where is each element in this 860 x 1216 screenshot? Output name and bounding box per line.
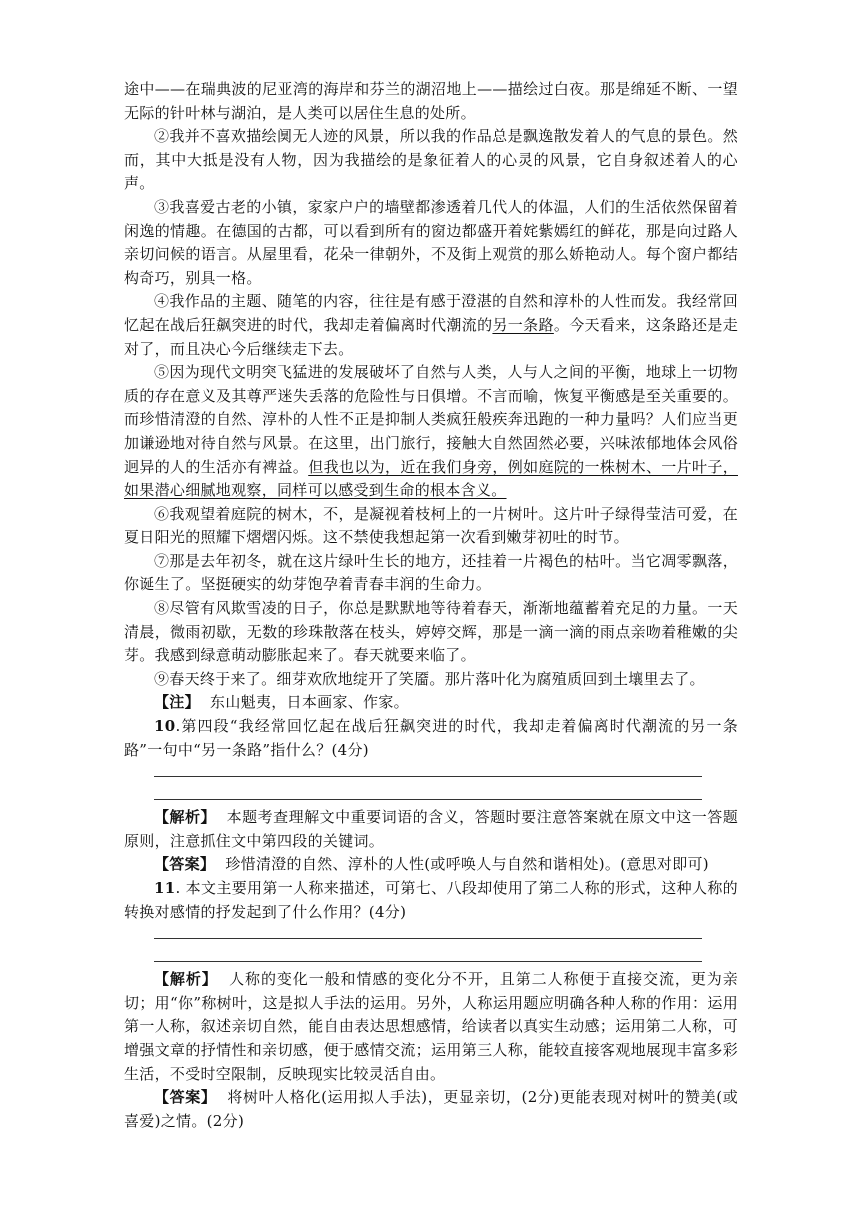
paragraph-6: ⑥我观望着庭院的树木，不，是凝视着枝柯上的一片树叶。这片叶子绿得莹洁可爱，在夏日阳光的照耀下熠熠闪烁。这不禁使我想起第一次看到嫩芽初吐的时节。 [124,504,738,547]
analysis-label: 【解析】 [154,808,217,827]
paragraph-9: ⑨春天终于来了。细芽欢欣地绽开了笑靥。那片落叶化为腐殖质回到土壤里去了。 [154,669,705,688]
question-11-analysis [124,968,738,1086]
note-text: 东山魁夷，日本画家、作家。 [210,693,409,712]
paragraph-7: ⑦那是去年初冬，就在这片绿叶生长的地方，还挂着一片褐色的枯叶。当它凋零飘落，你诞生了。坚挺硬实的幼芽饱孕着青春丰润的生命力。 [124,551,738,594]
paragraph-5 [124,361,738,503]
document-page [124,78,738,1133]
answer-text: 珍惜清澄的自然、淳朴的人性(或呼唤人与自然和谐相处)。(意思对即可) [225,855,709,874]
answer-label: 【答案】 [154,1088,217,1107]
paragraph-4-text-a: ④我作品的主题、随笔的内容，往往是有感于澄湛的自然和淳朴的人性而发。我经常回忆起在战后狂飙突进的时代，我却走着偏离时代潮流的 [124,292,738,334]
question-11-text: . 本文主要用第一人称来描述，可第七、八段却使用了第二人称的形式，这种人称的转换对感情的抒发起到了什么作用？(4分) [124,879,738,921]
answer-label: 【答案】 [154,855,216,874]
answer-text: 将树叶人格化(运用拟人手法)，更显亲切，(2分)更能表现对树叶的赞美(或喜爱)之情。(2分) [124,1088,739,1130]
question-10-analysis [124,806,738,853]
note [124,691,738,715]
paragraph-3: ③我喜爱古老的小镇，家家户户的墙壁都渗透着几代人的体温，人们的生活依然保留着闲逸的情趣。在德国的古都，可以看到所有的窗边都盛开着姹紫嫣红的鲜花，那是向过路人亲切问候的语言。从屋里看，花朵一律朝外，不及街上观赏的那么娇艳动人。每个窗户都结构奇巧，别具一格。 [124,197,738,287]
underlined-phrase: 另一条路 [492,315,554,334]
paragraph-5-text-a: ⑤因为现代文明突飞猛进的发展破坏了自然与人类，人与人之间的平衡，地球上一切物质的存在意义及其尊严迷失丢落的危险性与日俱增。不言而喻，恢复平衡感是至关重要的。而珍惜清澄的自然、淳朴的人性不正是抑制人类疯狂般疾奔迅跑的一种力量吗？人们应当更加谦逊地对待自然与风景。在这里，出门旅行，接触大自然固然必要，兴味浓郁地体会风俗迥异的人的生活亦有裨益。 [124,363,738,476]
analysis-text: 本题考查理解文中重要词语的含义，答题时要注意答案就在原文中这一答题原则，注意抓住文中第四段的关键词。 [124,808,739,850]
paragraph-4-text-b: 。今天看来，这条路还是走对了，而且决心今后继续走下去。 [124,315,739,358]
paragraph-2: ②我并不喜欢描绘阒无人迹的风景，所以我的作品总是飘逸散发着人的气息的景色。然而，其中大抵是没有人物，因为我描绘的是象征着人的心灵的风景，它自身叙述着人的心声。 [124,127,738,193]
question-10-answer [124,853,738,877]
analysis-text: 人称的变化一般和情感的变化分不开，且第二人称便于直接交流，更为亲切；用“你”称树叶，这是拟人手法的运用。另外，人称运用题应明确各种人称的作用：运用第一人称，叙述亲切自然，能自由表达思想感情，给读者以真实生动感；运用第二人称，可增强文章的抒情性和亲切感，便于感情交流；运用第三人称，能较直接客观地展现丰富多彩生活，不受时空限制，反映现实比较灵活自由。 [124,970,739,1083]
paragraph-4 [124,290,738,361]
note-label: 【注】 [154,693,200,712]
paragraph-1-cont: 途中——在瑞典波的尼亚湾的海岸和芬兰的湖沼地上——描绘过白夜。那是绵延不断、一望无际的针叶林与湖泊，是人类可以居住生息的处所。 [124,80,738,122]
analysis-label: 【解析】 [154,970,218,989]
question-11-number: 11 [154,879,176,897]
paragraph-8: ⑧尽管有风欺雪凌的日子，你总是默默地等待着春天，渐渐地蕴蓄着充足的力量。一天清晨，微雨初歇，无数的珍珠散落在枝头，婷婷交辉，那是一滴一滴的雨点亲吻着稚嫩的尖芽。我感到绿意萌动膨胀起来了。春天就要来临了。 [124,599,738,665]
underlined-sentence: 但我也以为，近在我们身旁，例如庭院的一株树木、一片叶子，如果潜心细腻地观察，同样可以感受到生命的根本含义。 [124,457,738,500]
question-11 [124,877,738,924]
question-10-number: 10 [154,717,176,736]
question-10 [124,715,738,762]
question-11-answer [124,1086,738,1133]
question-10-text: .第四段“我经常回忆起在战后狂飙突进的时代，我却走着偏离时代潮流的另一条路”一句中“另一条路”指什么？(4分) [124,717,738,759]
